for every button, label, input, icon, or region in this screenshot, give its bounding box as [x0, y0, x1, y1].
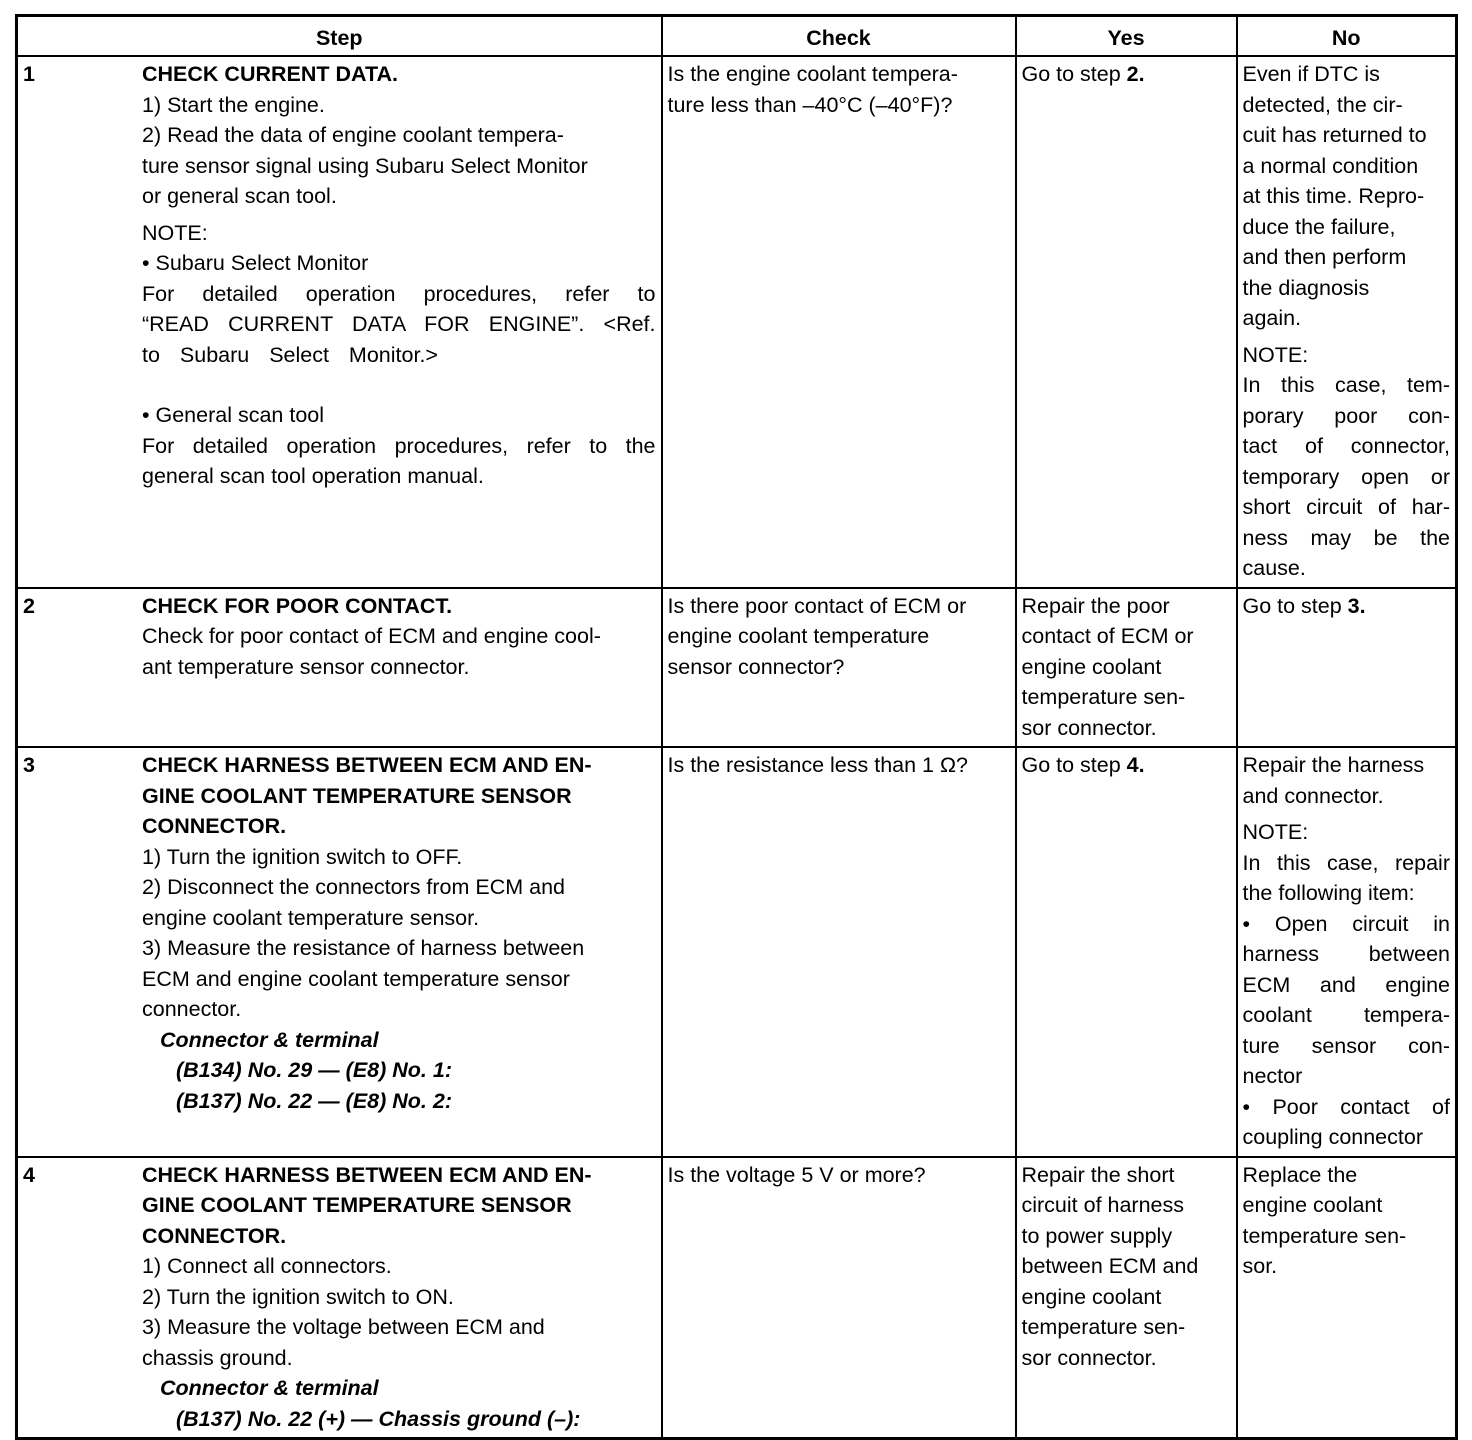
note-text: “READ CURRENT DATA FOR ENGINE”. <Ref.	[142, 312, 656, 336]
yes-text: Repair the poor	[1021, 593, 1170, 618]
step-title: CHECK HARNESS BETWEEN ECM AND EN-	[142, 753, 592, 777]
note-bullet: • General scan tool	[142, 403, 325, 427]
yes-cell	[1016, 588, 1237, 748]
no-text: Replace the	[1242, 1162, 1358, 1187]
note-text: temporary open or	[1242, 464, 1450, 489]
goto-step-3: 3.	[1347, 593, 1366, 618]
step-title: CHECK FOR POOR CONTACT.	[142, 593, 453, 618]
table-row	[17, 56, 1457, 588]
connector-terminal-heading: Connector & terminal	[160, 1027, 379, 1052]
check-text: Is the engine coolant tempera-	[667, 62, 958, 86]
no-cell	[1237, 1157, 1457, 1439]
no-text: sor.	[1242, 1254, 1278, 1278]
yes-text: sor connector.	[1021, 1345, 1157, 1370]
note-text: In this case, tem-	[1242, 373, 1450, 397]
header-row	[17, 16, 1457, 57]
step-cell	[17, 588, 662, 748]
step-number: 3	[23, 753, 35, 777]
step-instruction: chassis ground.	[142, 1345, 293, 1370]
note-text: harness between	[1242, 942, 1450, 966]
yes-text: engine coolant	[1021, 1284, 1162, 1309]
note-text: the following item:	[1242, 881, 1415, 905]
step-instruction: ECM and engine coolant temperature sensor	[142, 966, 570, 991]
step-instruction: 2) Disconnect the connectors from ECM and	[142, 875, 566, 899]
step-cell	[17, 747, 662, 1157]
step-instruction: connector.	[142, 997, 242, 1021]
no-text: duce the failure,	[1242, 214, 1396, 239]
step-instruction: ant temperature sensor connector.	[142, 654, 470, 679]
header-check: Check	[662, 16, 1016, 57]
check-text: Is there poor contact of ECM or	[667, 593, 967, 618]
note-label: NOTE:	[1242, 820, 1309, 844]
no-text: engine coolant	[1242, 1193, 1383, 1217]
note-label: NOTE:	[1242, 342, 1309, 367]
note-text: nector	[1242, 1064, 1303, 1088]
header-no: No	[1237, 16, 1457, 57]
check-text: Is the resistance less than 1 Ω?	[667, 753, 969, 777]
step-instruction: engine coolant temperature sensor.	[142, 905, 480, 930]
note-text: porary poor con-	[1242, 403, 1450, 428]
table-row	[17, 1157, 1457, 1439]
yes-text: Go to step	[1021, 62, 1127, 86]
connector-terminal-spec: (B134) No. 29 — (E8) No. 1:	[176, 1058, 452, 1082]
step-title: GINE COOLANT TEMPERATURE SENSOR	[142, 783, 572, 808]
note-text: short circuit of har-	[1242, 495, 1450, 519]
note-text: cause.	[1242, 556, 1306, 580]
note-text: • Poor contact of	[1242, 1094, 1450, 1119]
no-text: Repair the harness	[1242, 753, 1425, 777]
no-text: and then perform	[1242, 245, 1407, 269]
check-cell	[662, 56, 1016, 588]
note-text: For detailed operation procedures, refer to	[142, 281, 656, 306]
no-cell	[1237, 747, 1457, 1157]
note-text: coupling connector	[1242, 1125, 1423, 1149]
check-cell	[662, 1157, 1016, 1439]
yes-cell	[1016, 56, 1237, 588]
header-yes: Yes	[1016, 16, 1237, 57]
yes-text: between ECM and	[1021, 1254, 1199, 1278]
yes-text: to power supply	[1021, 1223, 1173, 1248]
yes-text: engine coolant	[1021, 654, 1162, 679]
note-text: For detailed operation procedures, refer to the	[142, 433, 656, 458]
no-cell	[1237, 588, 1457, 748]
no-text: at this time. Repro-	[1242, 184, 1425, 208]
note-text: ture sensor con-	[1242, 1033, 1450, 1058]
note-text: • Open circuit in	[1242, 911, 1450, 936]
no-text: temperature sen-	[1242, 1223, 1407, 1248]
no-text: detected, the cir-	[1242, 92, 1403, 117]
step-instruction: 3) Measure the resistance of harness between	[142, 936, 585, 960]
connector-terminal-heading: Connector & terminal	[160, 1376, 379, 1400]
no-text: Even if DTC is	[1242, 62, 1380, 86]
header-step: Step	[17, 16, 662, 57]
step-instruction: 3) Measure the voltage between ECM and	[142, 1315, 545, 1339]
yes-text: Go to step	[1021, 753, 1127, 777]
yes-text: Repair the short	[1021, 1162, 1175, 1187]
step-instruction: 1) Turn the ignition switch to OFF.	[142, 844, 463, 869]
step-number: 2	[23, 593, 35, 618]
yes-text: sor connector.	[1021, 715, 1157, 740]
note-text: ness may be the	[1242, 525, 1450, 550]
check-text: sensor connector?	[667, 654, 845, 679]
note-text: tact of connector,	[1242, 434, 1450, 458]
goto-step-2: 2.	[1126, 62, 1145, 86]
step-instruction: 2) Read the data of engine coolant tempera-	[142, 123, 564, 147]
step-cell	[17, 56, 662, 588]
note-text: ECM and engine	[1242, 972, 1450, 997]
step-instruction: or general scan tool.	[142, 184, 337, 208]
yes-text: temperature sen-	[1021, 1315, 1186, 1339]
step-title: CONNECTOR.	[142, 1223, 287, 1248]
step-title: CONNECTOR.	[142, 814, 287, 838]
step-title: GINE COOLANT TEMPERATURE SENSOR	[142, 1193, 572, 1217]
step-instruction: 1) Connect all connectors.	[142, 1254, 392, 1278]
blank-line	[142, 370, 656, 400]
no-cell	[1237, 56, 1457, 588]
no-text: Go to step	[1242, 593, 1348, 618]
no-text: cuit has returned to	[1242, 123, 1427, 147]
goto-step-4: 4.	[1126, 753, 1145, 777]
step-instruction: ture sensor signal using Subaru Select Monitor	[142, 153, 588, 178]
check-text: ture less than –40°C (–40°F)?	[667, 92, 953, 117]
check-cell	[662, 588, 1016, 748]
note-text: coolant tempera-	[1242, 1003, 1450, 1027]
note-text: to Subaru Select Monitor.>	[142, 342, 438, 367]
connector-terminal-spec: (B137) No. 22 (+) — Chassis ground (–):	[176, 1406, 581, 1431]
yes-cell	[1016, 747, 1237, 1157]
step-cell	[17, 1157, 662, 1439]
yes-text: temperature sen-	[1021, 685, 1186, 709]
no-text: a normal condition	[1242, 153, 1419, 178]
no-text: and connector.	[1242, 783, 1384, 808]
yes-text: circuit of harness	[1021, 1193, 1185, 1217]
table-row	[17, 747, 1457, 1157]
no-text: again.	[1242, 306, 1302, 330]
note-text: In this case, repair	[1242, 850, 1450, 875]
check-text: engine coolant temperature	[667, 624, 930, 648]
table-row	[17, 588, 1457, 748]
step-title: CHECK CURRENT DATA.	[142, 62, 398, 86]
note-label: NOTE:	[142, 220, 208, 245]
step-title: CHECK HARNESS BETWEEN ECM AND EN-	[142, 1162, 592, 1187]
note-bullet: • Subaru Select Monitor	[142, 251, 369, 275]
step-number: 4	[23, 1162, 35, 1187]
step-instruction: 2) Turn the ignition switch to ON.	[142, 1284, 454, 1309]
step-instruction: Check for poor contact of ECM and engine cool-	[142, 624, 601, 648]
check-text: Is the voltage 5 V or more?	[667, 1162, 926, 1187]
step-number: 1	[23, 62, 35, 86]
connector-terminal-spec: (B137) No. 22 — (E8) No. 2:	[176, 1088, 452, 1113]
diagnostic-procedure-table	[15, 14, 1458, 1440]
yes-text: contact of ECM or	[1021, 624, 1194, 648]
yes-cell	[1016, 1157, 1237, 1439]
step-instruction: 1) Start the engine.	[142, 92, 325, 117]
note-text: general scan tool operation manual.	[142, 464, 484, 488]
check-cell	[662, 747, 1016, 1157]
no-text: the diagnosis	[1242, 275, 1370, 300]
